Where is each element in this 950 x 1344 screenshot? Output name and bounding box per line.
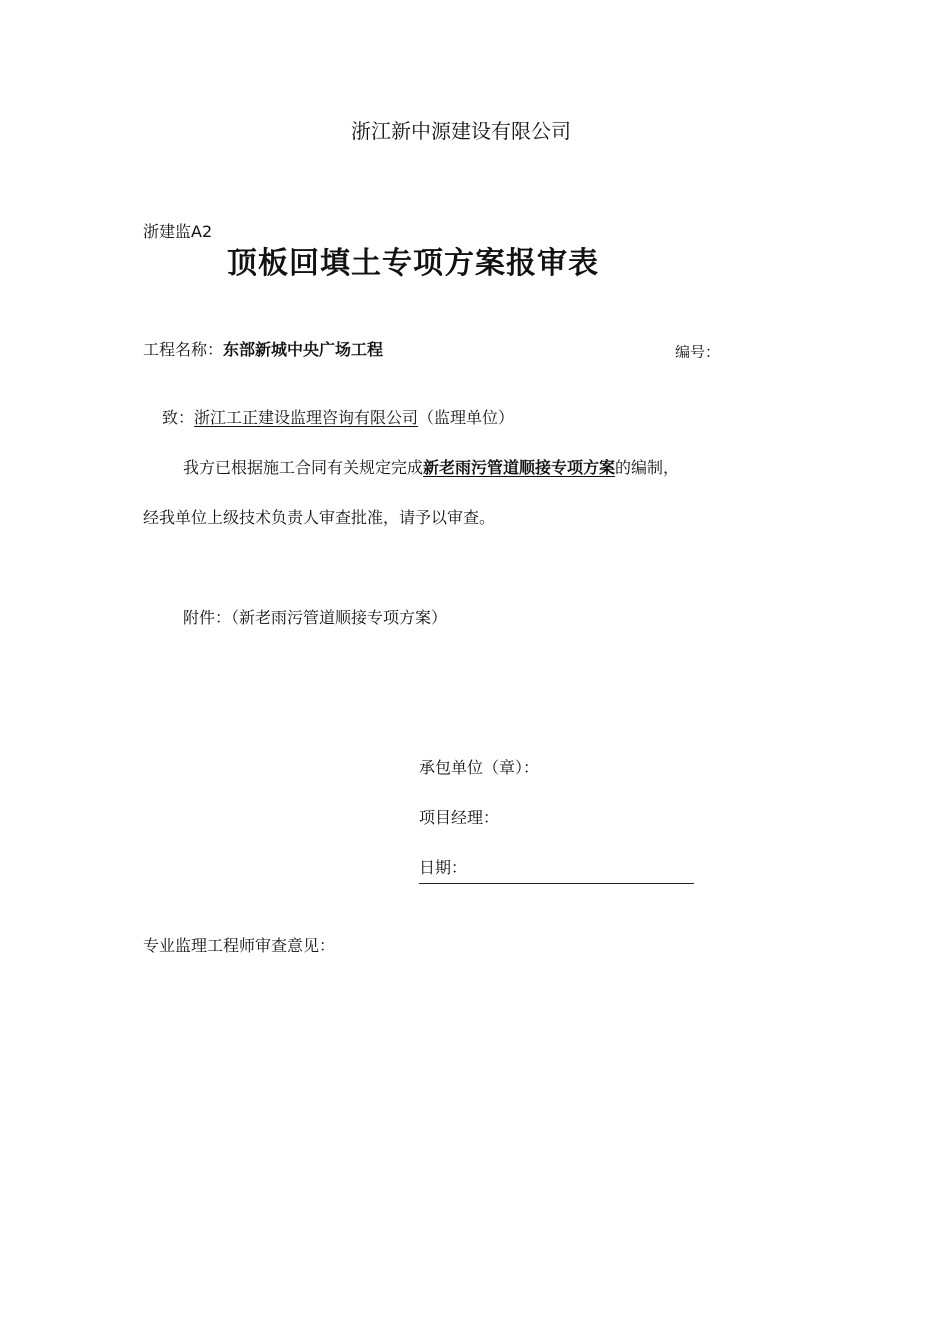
project-name-row: [143, 342, 383, 358]
body-line-1-suffix: 的编制，: [615, 458, 680, 477]
recipient-label: 致：: [162, 408, 195, 427]
date-label: 日期：: [419, 858, 468, 877]
form-code: 浙建监A2: [143, 222, 213, 241]
form-title: 顶板回填土专项方案报审表: [227, 246, 599, 281]
date-underline: [419, 883, 694, 884]
contractor-seal-label: 承包单位（章）：: [419, 758, 540, 777]
review-opinion-label: 专业监理工程师审查意见：: [143, 936, 336, 955]
company-name: 浙江新中源建设有限公司: [351, 119, 571, 143]
plan-name: 新老雨污管道顺接专项方案: [423, 458, 616, 477]
recipient-unit: 浙江工正建设监理咨询有限公司: [194, 408, 419, 427]
attachment-line: 附件：（新老雨污管道顺接专项方案）: [183, 608, 448, 627]
serial-number-label: 编号：: [675, 345, 721, 358]
project-manager-label: 项目经理：: [419, 808, 500, 827]
body-line-2: 经我单位上级技术负责人审查批准，请予以审查。: [143, 508, 496, 527]
project-name-value: 东部新城中央广场工程: [223, 340, 384, 359]
recipient-row: [162, 410, 514, 426]
body-line-1: [183, 460, 679, 476]
body-line-1-prefix: 我方已根据施工合同有关规定完成: [183, 458, 424, 477]
recipient-suffix: （监理单位）: [418, 408, 515, 427]
project-name-label: 工程名称：: [143, 340, 224, 359]
